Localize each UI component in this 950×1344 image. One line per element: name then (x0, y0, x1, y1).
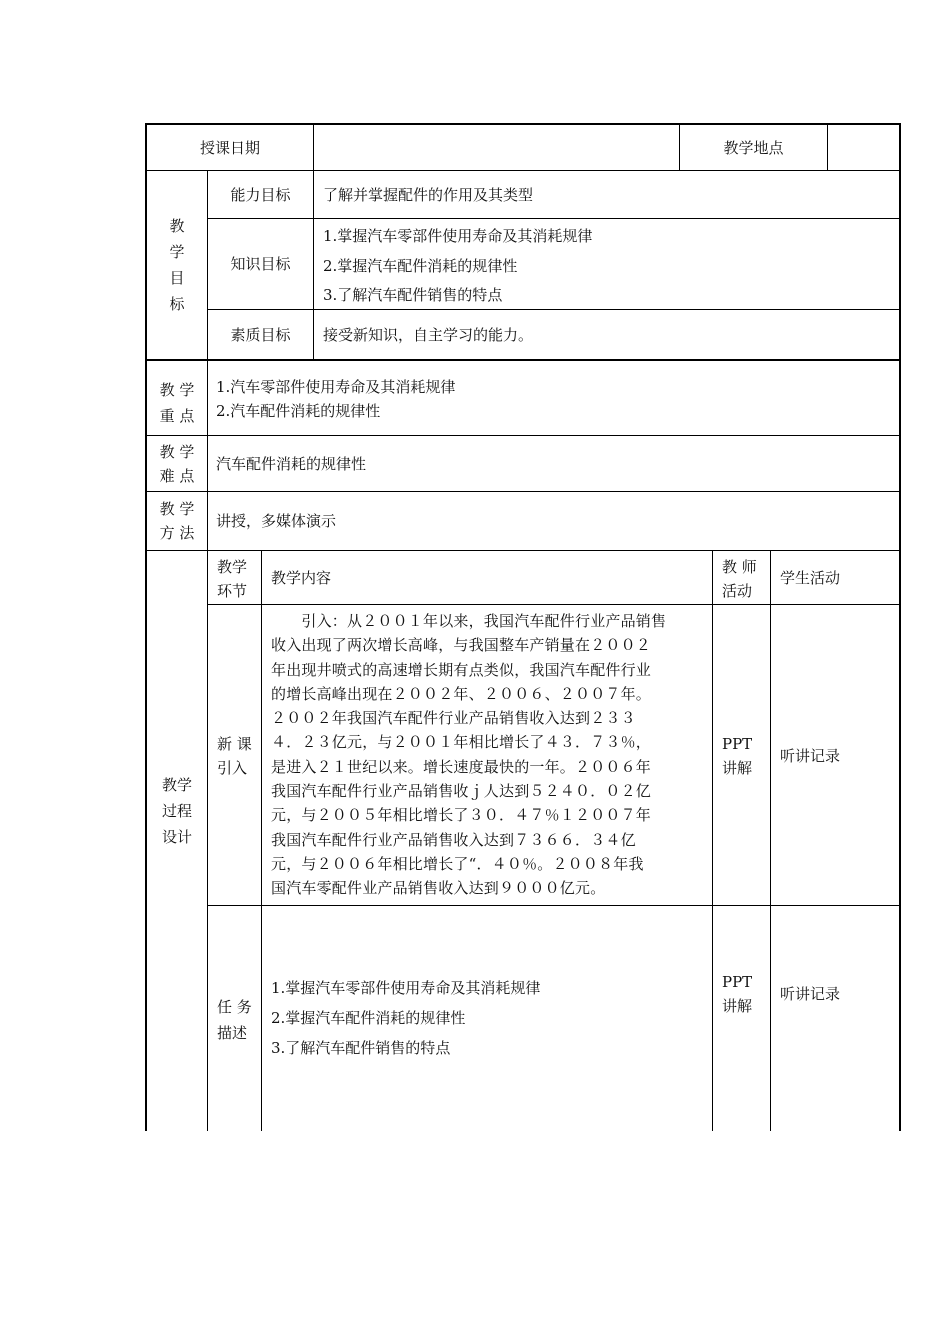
difficulties-content: 汽车配件消耗的规律性 (216, 454, 367, 473)
table-row-student: 听讲记录 (780, 747, 841, 765)
row-divider (145, 359, 901, 361)
table-row-content: 1.掌握汽车零部件使用寿命及其消耗规律 2.掌握汽车配件消耗的规律性 3.了解汽车配件销售的特点 (271, 979, 541, 1057)
key-point-item: 1.汽车零部件使用寿命及其消耗规律 (216, 378, 456, 396)
col-divider (712, 550, 713, 1131)
objectives-section-label: 教 学 目 标 (169, 217, 185, 313)
location-label: 教学地点 (723, 138, 784, 157)
date-label: 授课日期 (199, 138, 260, 157)
stage-column-header: 教学 环节 (217, 558, 248, 600)
location-value[interactable] (828, 125, 899, 170)
process-section-label: 教学 过程 设计 (161, 776, 192, 846)
table-row-student: 听讲记录 (780, 985, 841, 1003)
knowledge-goal-item: 2.掌握汽车配件消耗的规律性 (323, 256, 518, 275)
key-points-content (208, 375, 899, 435)
key-point-item: 2.汽车配件消耗的规律性 (216, 402, 381, 420)
table-row-teacher: PPT 讲解 (722, 973, 753, 1015)
row-divider (207, 905, 901, 906)
methods-label: 教 学 方 法 (159, 500, 195, 542)
knowledge-goal-item: 1.掌握汽车零部件使用寿命及其消耗规律 (323, 227, 593, 245)
date-value[interactable] (314, 125, 679, 170)
student-column-header: 学生活动 (780, 568, 841, 587)
table-border-right (899, 123, 901, 1131)
methods-content: 讲授，多媒体演示 (216, 512, 337, 530)
table-row-content: 引入：从２００１年以来，我国汽车配件行业产品销售 收入出现了两次增长高峰，与我国整车产销量在２００２ 年出现井喷式的高速增长期有点类似，我国汽车配件行业 的增长高峰出现在２００２年、２００６、２００７年。 ２００２年我国汽车配件行业产品销售收入达到２３３ ４．２３亿元，与２００１年相比增长了４３．７３％， 是进入２１世纪以来。增长速度最快的一年。２００６年 我国汽车配件行业产品销售收ｊ人达到５２４０．０２亿 元，与２００５年相比增长了３０．４７％１２００７年 我国汽车配件行业产品销售收入达到７３６６．３４亿 元，与２００６年相比增长了“．４０％。２００８年我 国汽车零配件业产品销售收入达到９０００亿元。 (271, 612, 667, 898)
ability-goal-content: 了解并掌握配件的作用及其类型 (323, 185, 534, 204)
table-row-stage: 新 课 引入 (217, 735, 252, 777)
quality-goal-label: 素质目标 (230, 325, 291, 344)
col-divider (770, 550, 771, 1131)
table-row-teacher: PPT 讲解 (722, 735, 753, 777)
teacher-column-header: 教 师 活动 (722, 558, 757, 600)
knowledge-goal-label: 知识目标 (230, 255, 291, 273)
key-points-label: 教 学 重 点 (159, 381, 195, 425)
content-column-header: 教学内容 (271, 568, 332, 587)
quality-goal-content: 接受新知识，自主学习的能力。 (323, 325, 534, 344)
row-divider (207, 604, 901, 605)
table-row-stage: 任 务 描述 (217, 998, 252, 1042)
difficulties-label: 教 学 难 点 (159, 442, 195, 485)
ability-goal-label: 能力目标 (230, 185, 291, 204)
knowledge-goal-item: 3.了解汽车配件销售的特点 (323, 286, 503, 304)
knowledge-goal-content (314, 222, 899, 309)
